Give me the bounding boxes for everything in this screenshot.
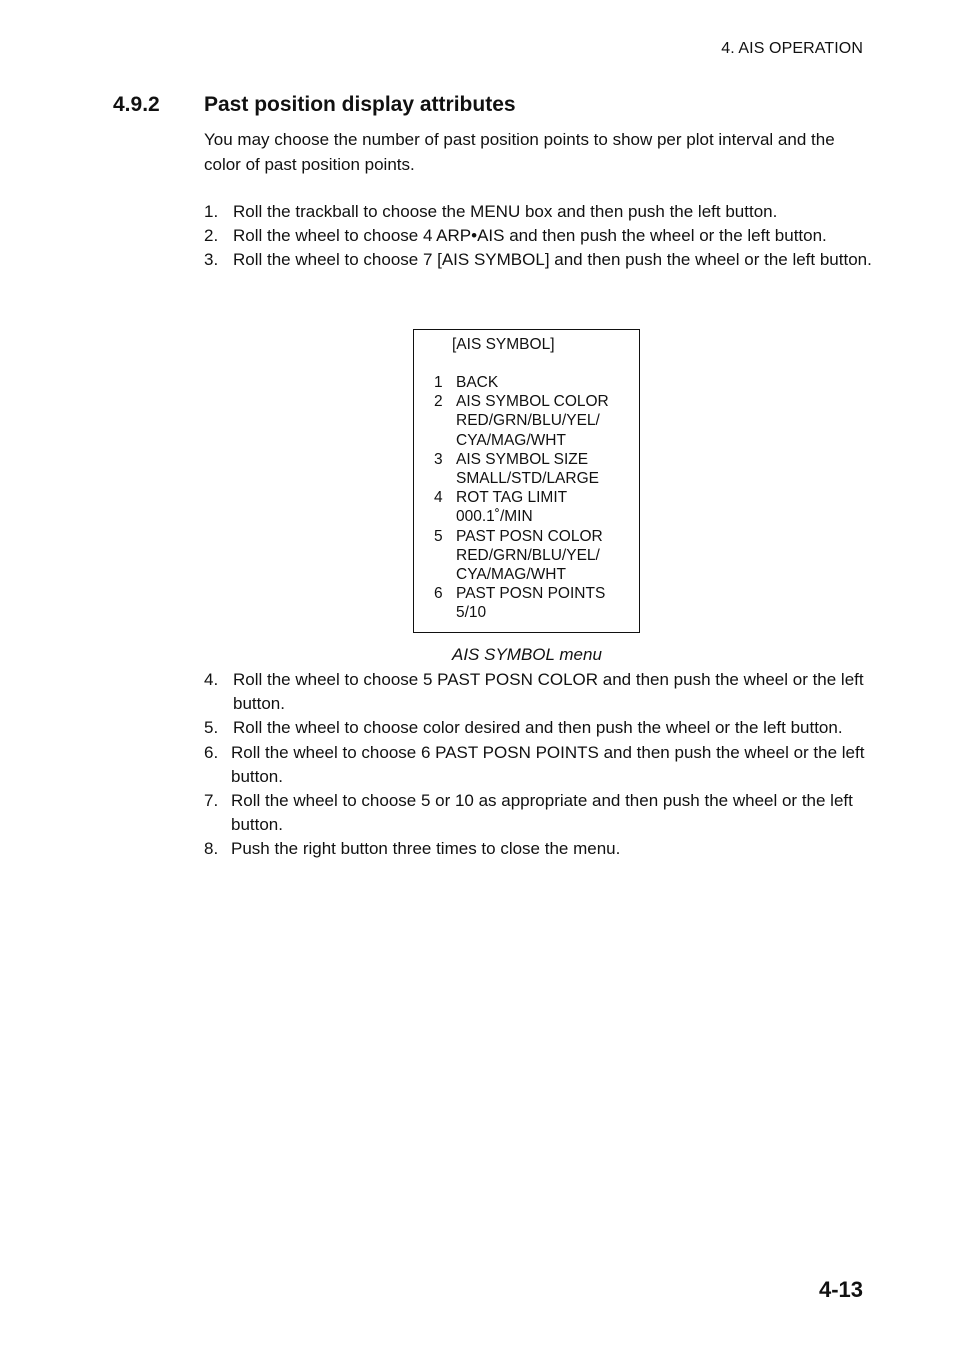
step-item xyxy=(204,248,872,272)
steps-list-before-menu xyxy=(204,200,872,273)
menu-item-options: SMALL/STD/LARGE xyxy=(456,470,599,488)
intro-paragraph: You may choose the number of past position points to show per plot interval and the color of past position points. xyxy=(204,130,835,174)
step-number: 5. xyxy=(204,718,219,738)
figure-caption: AIS SYMBOL menu xyxy=(452,645,602,664)
menu-item-past-posn-points xyxy=(434,584,609,622)
menu-item-number: 2 xyxy=(434,393,443,411)
step-text: Roll the trackball to choose the MENU box and then push the left button. xyxy=(233,202,778,221)
menu-item-number: 3 xyxy=(434,450,443,468)
step-item xyxy=(204,716,872,740)
section-number: 4.9.2 xyxy=(113,93,160,116)
step-number: 8. xyxy=(204,839,219,859)
menu-item-label: BACK xyxy=(456,374,499,391)
step-number: 7. xyxy=(204,791,219,811)
menu-item-ais-symbol-color xyxy=(434,392,609,450)
step-text: Roll the wheel to choose 4 ARP•AIS and then push the wheel or the left button. xyxy=(233,226,827,246)
menu-item-number: 6 xyxy=(434,585,443,603)
menu-item-options: 5/10 xyxy=(456,604,487,622)
menu-item-number: 4 xyxy=(434,489,443,507)
menu-item-options: CYA/MAG/WHT xyxy=(456,566,566,584)
step-item xyxy=(204,200,872,224)
step-item xyxy=(204,741,872,789)
menu-item-ais-symbol-size xyxy=(434,450,609,488)
section-heading xyxy=(113,93,516,117)
menu-item-back xyxy=(434,373,609,392)
menu-item-lines xyxy=(456,392,609,450)
page-number: 4-13 xyxy=(818,1277,863,1302)
step-text: Roll the wheel to choose 5 PAST POSN COLOR and then push the wheel or the left button. xyxy=(233,670,864,714)
menu-item-options: RED/GRN/BLU/YEL/ xyxy=(456,546,600,564)
menu-item-lines xyxy=(456,527,603,585)
menu-item-options: CYA/MAG/WHT xyxy=(456,431,566,449)
step-text: Roll the wheel to choose 6 PAST POSN POINTS and then push the wheel or the left button. xyxy=(231,742,865,786)
step-text: Push the right button three times to close the menu. xyxy=(231,839,621,859)
step-item xyxy=(204,224,872,248)
step-text: Roll the wheel to choose 7 [AIS SYMBOL] and then push the wheel or the left button. xyxy=(233,250,872,270)
menu-item-number: 5 xyxy=(434,527,443,545)
step-number: 2. xyxy=(204,226,219,246)
menu-item-label: AIS SYMBOL COLOR xyxy=(456,393,609,411)
menu-item-number: 1 xyxy=(434,374,443,391)
step-item xyxy=(204,837,872,861)
step-text: Roll the wheel to choose 5 or 10 as appropriate and then push the wheel or the left button. xyxy=(231,791,853,835)
menu-item-label: ROT TAG LIMIT xyxy=(456,489,568,507)
step-number: 6. xyxy=(204,742,219,762)
step-number: 3. xyxy=(204,250,219,270)
menu-item-rot-tag-limit xyxy=(434,488,609,526)
running-header: 4. AIS OPERATION xyxy=(721,40,863,57)
menu-item-options: RED/GRN/BLU/YEL/ xyxy=(456,412,600,430)
menu-item-lines xyxy=(456,373,498,392)
menu-title: [AIS SYMBOL] xyxy=(452,336,555,353)
steps-list-after-menu xyxy=(204,668,872,862)
menu-item-lines xyxy=(456,488,567,526)
step-text: Roll the wheel to choose color desired and then push the wheel or the left button. xyxy=(233,718,843,738)
step-item xyxy=(204,668,872,716)
ais-symbol-menu-figure xyxy=(413,329,640,633)
menu-item-label: PAST POSN POINTS xyxy=(456,585,606,603)
menu-item-options: 000.1˚/MIN xyxy=(456,508,533,526)
menu-item-lines xyxy=(456,584,605,622)
step-number: 1. xyxy=(204,202,219,221)
step-item xyxy=(204,789,872,837)
menu-item-label: AIS SYMBOL SIZE xyxy=(456,450,589,468)
menu-item-list xyxy=(434,373,609,623)
menu-item-past-posn-color xyxy=(434,527,609,585)
menu-item-label: PAST POSN COLOR xyxy=(456,527,603,545)
section-title: Past position display attributes xyxy=(204,93,516,116)
menu-item-lines xyxy=(456,450,599,488)
step-number: 4. xyxy=(204,670,219,689)
